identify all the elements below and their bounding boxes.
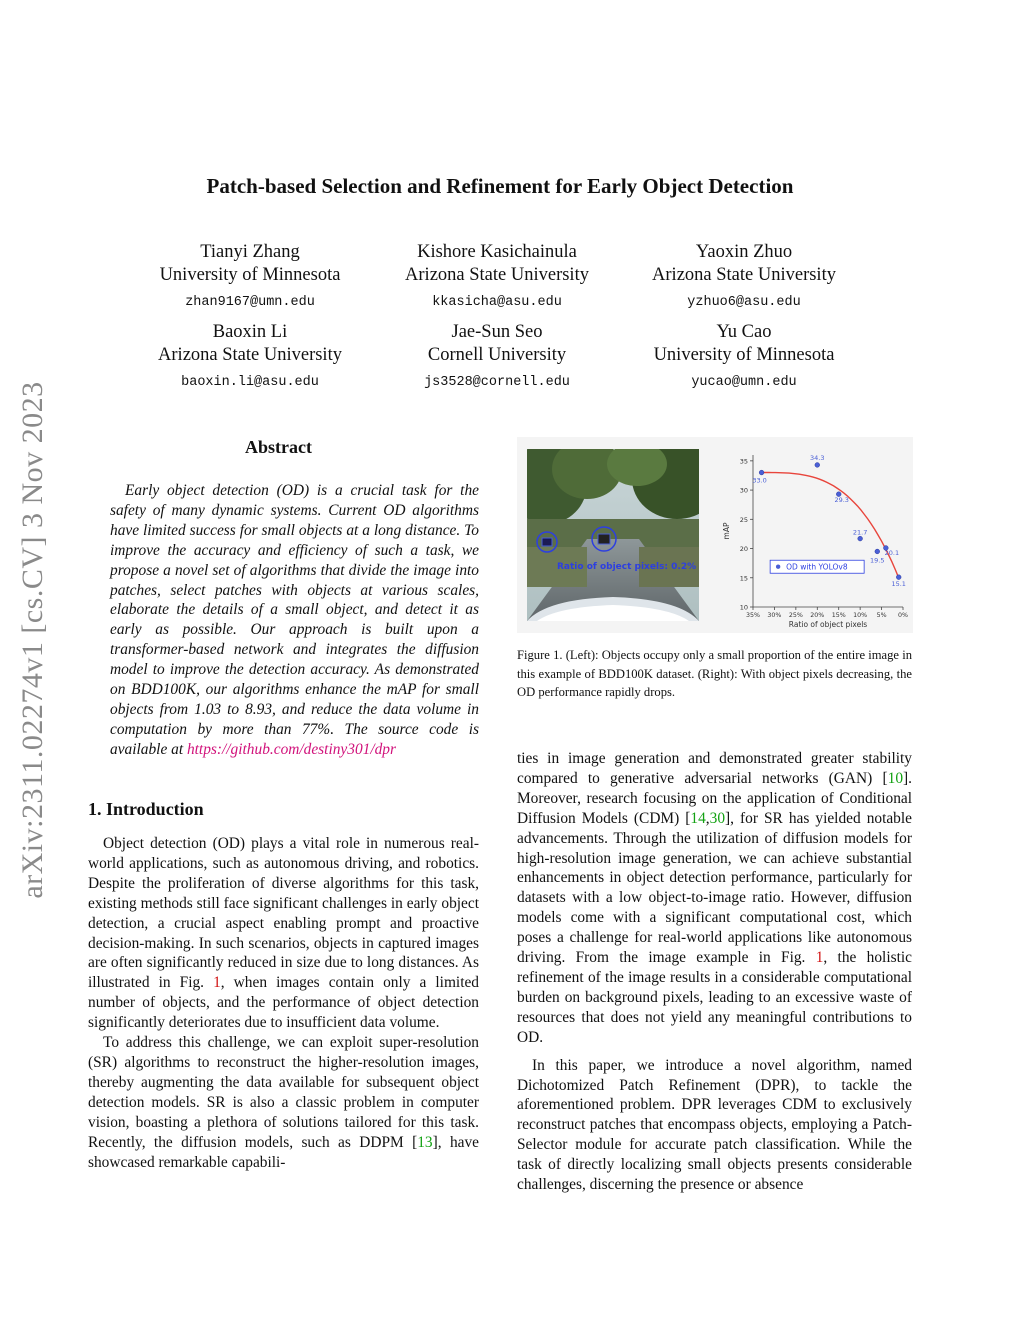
data-label: 19.5 xyxy=(870,556,885,565)
intro-paragraph-1: Object detection (OD) plays a vital role in numerous real-world applications, such as autonomous driving, and robotics. Despite the proliferation of diverse algorithms for this task, existing methods still face significant challenges in early object detection, a crucial aspect enabling prompt and proactive decision-making. In such scenarios, objects in captured images are often significantly reduced in size due to long distances. As illustrated in Fig. 1, when images contain only a limited number of objects, and the performance of object detection significantly deteriorates due to insufficient data volume. xyxy=(88,835,479,1032)
citation[interactable]: 14 xyxy=(690,809,706,827)
citation[interactable]: 10 xyxy=(887,769,904,787)
data-label: 20.1 xyxy=(884,548,900,557)
author-email[interactable]: yzhuo6@asu.edu xyxy=(687,295,801,310)
author-name: Kishore Kasichainula xyxy=(417,242,577,262)
map-chart xyxy=(713,437,913,633)
data-point xyxy=(858,536,863,541)
author-name: Tianyi Zhang xyxy=(200,242,300,262)
data-point xyxy=(759,470,764,475)
paper-title: Patch-based Selection and Refinement for Early Object Detection xyxy=(206,174,794,198)
x-axis-label: Ratio of object pixels xyxy=(788,620,868,629)
author-name: Baoxin Li xyxy=(212,322,288,342)
figure-caption: Figure 1. (Left): Objects occupy only a small proportion of the entire image in this example of BDD100K dataset. (Right): With object pixels decreasing, the OD performance rapidly drops. xyxy=(517,648,912,699)
x-tick-label: 25% xyxy=(788,612,803,619)
data-label: 15.1 xyxy=(891,580,906,589)
author-6 xyxy=(619,321,869,390)
fig-ref[interactable]: 1 xyxy=(815,949,824,967)
x-tick-label: 20% xyxy=(810,612,825,619)
author-email[interactable]: baoxin.li@asu.edu xyxy=(181,375,319,390)
author-1 xyxy=(125,241,375,310)
author-4 xyxy=(125,321,375,390)
figure-1 xyxy=(517,437,913,633)
intro-text xyxy=(88,834,479,1172)
author-5 xyxy=(372,321,622,390)
legend-label: OD with YOLOv8 xyxy=(786,562,848,572)
source-code-link[interactable]: https://github.com/destiny301/dpr xyxy=(186,740,396,758)
author-affiliation: Arizona State University xyxy=(158,345,342,365)
author-affiliation: Arizona State University xyxy=(652,265,836,285)
y-tick-label: 25 xyxy=(739,515,748,524)
intro-paragraph-2: To address this challenge, we can exploit super-resolution (SR) algorithms to reconstruct the higher-resolution images, thereby augmenting the data available for subsequent object detection models. SR is also a classic problem in computer vision, boasting a plethora of solutions tailored for this task. Recently, the diffusion models, such as DDPM [13], have showcased remarkable capabili- xyxy=(88,1034,479,1171)
author-email[interactable]: kkasicha@asu.edu xyxy=(432,295,562,310)
photo-label: Ratio of object pixels: 0.2% xyxy=(557,562,697,572)
author-affiliation: Cornell University xyxy=(427,345,567,365)
fig-ref[interactable]: 1 xyxy=(213,974,221,992)
right-column-text xyxy=(517,749,912,1195)
author-email[interactable]: js3528@cornell.edu xyxy=(424,375,570,390)
arxiv-stamp: arXiv:2311.02274v1 [cs.CV] 3 Nov 2023 xyxy=(16,381,49,899)
author-3 xyxy=(619,241,869,310)
author-2 xyxy=(372,241,622,310)
x-tick-label: 10% xyxy=(853,612,868,619)
author-name: Yaoxin Zhuo xyxy=(695,242,793,262)
y-tick-label: 10 xyxy=(739,603,748,612)
data-point xyxy=(896,575,901,580)
x-tick-label: 35% xyxy=(746,612,760,619)
intro-heading: 1. Introduction xyxy=(88,799,204,819)
citation[interactable]: 13 xyxy=(417,1133,433,1151)
data-label: 21.7 xyxy=(852,528,868,537)
data-point xyxy=(875,549,880,554)
x-tick-label: 5% xyxy=(876,612,887,619)
road-photo xyxy=(527,449,699,621)
right-paragraph-2: In this paper, we introduce a novel algorithm, named Dichotomized Patch Refinement (DPR), to tackle the aforementioned problem. DPR leverages CDM to exclusively reconstruct patches that encompass objects, employing a Patch-Selector module for accurate patch classification. While the task of directly localizing small objects presents considerable challenges, discerning the presence or absence xyxy=(517,1056,912,1194)
author-name: Yu Cao xyxy=(716,322,772,342)
author-email[interactable]: yucao@umn.edu xyxy=(691,375,797,390)
author-affiliation: University of Minnesota xyxy=(159,265,341,285)
legend-marker xyxy=(776,565,780,569)
y-tick-label: 15 xyxy=(739,574,748,583)
data-label: 33.0 xyxy=(752,476,767,485)
y-tick-label: 30 xyxy=(739,486,748,495)
author-name: Jae-Sun Seo xyxy=(451,322,543,342)
author-affiliation: Arizona State University xyxy=(405,265,589,285)
right-paragraph-1: ties in image generation and demonstrated greater stability compared to generative adversarial networks (GAN) [10]. Moreover, research focusing on the application of Conditional Diffusion Models (CDM) [14,30], for SR has yielded notable advancements. Through the utilization of diffusion models for high-resolution image generation, we can achieve substantial enhancements in object detection performance, particularly for datasets with a low object-to-image ratio. However, diffusion models come with a significant computational cost, which poses a challenge for real-world applications like autonomous driving. From the image example in Fig. 1, the holistic refinement of the image results in a considerable computational burden on background pixels, leading to an excessive waste of resources that does not yield any meaningful contributions to OD. xyxy=(517,750,912,1046)
author-affiliation: University of Minnesota xyxy=(653,345,835,365)
abstract-heading: Abstract xyxy=(245,437,312,457)
y-axis-label: mAP xyxy=(722,522,731,540)
data-label: 29.3 xyxy=(834,496,849,505)
data-label: 34.3 xyxy=(810,453,825,462)
y-tick-label: 35 xyxy=(739,457,748,466)
abstract-text: Early object detection (OD) is a crucial task for the safety of many dynamic systems. Current OD algorithms have limited success for small objects at a long distance. To improve the accuracy and efficiency of such a task, we propose a novel set of algorithms that divide the image into patches, select patches with objects at various scales, elaborate the details of a small object, and detect it as early as possible. Our approach is built upon a transformer-based network and integrates the diffusion model to improve the detection accuracy. As demonstrated on BDD100K, our algorithms enhance the mAP for small objects from 1.03 to 8.93, and reduce the data volume in computation by more than 77%. The source code is available at https://github.com/destiny301/dpr xyxy=(110,482,479,758)
citation[interactable]: 30 xyxy=(709,809,726,827)
x-tick-label: 30% xyxy=(767,612,782,619)
y-tick-label: 20 xyxy=(739,545,748,554)
data-point xyxy=(815,463,820,468)
x-tick-label: 0% xyxy=(898,612,908,619)
author-email[interactable]: zhan9167@umn.edu xyxy=(185,295,315,310)
x-tick-label: 15% xyxy=(831,612,846,619)
